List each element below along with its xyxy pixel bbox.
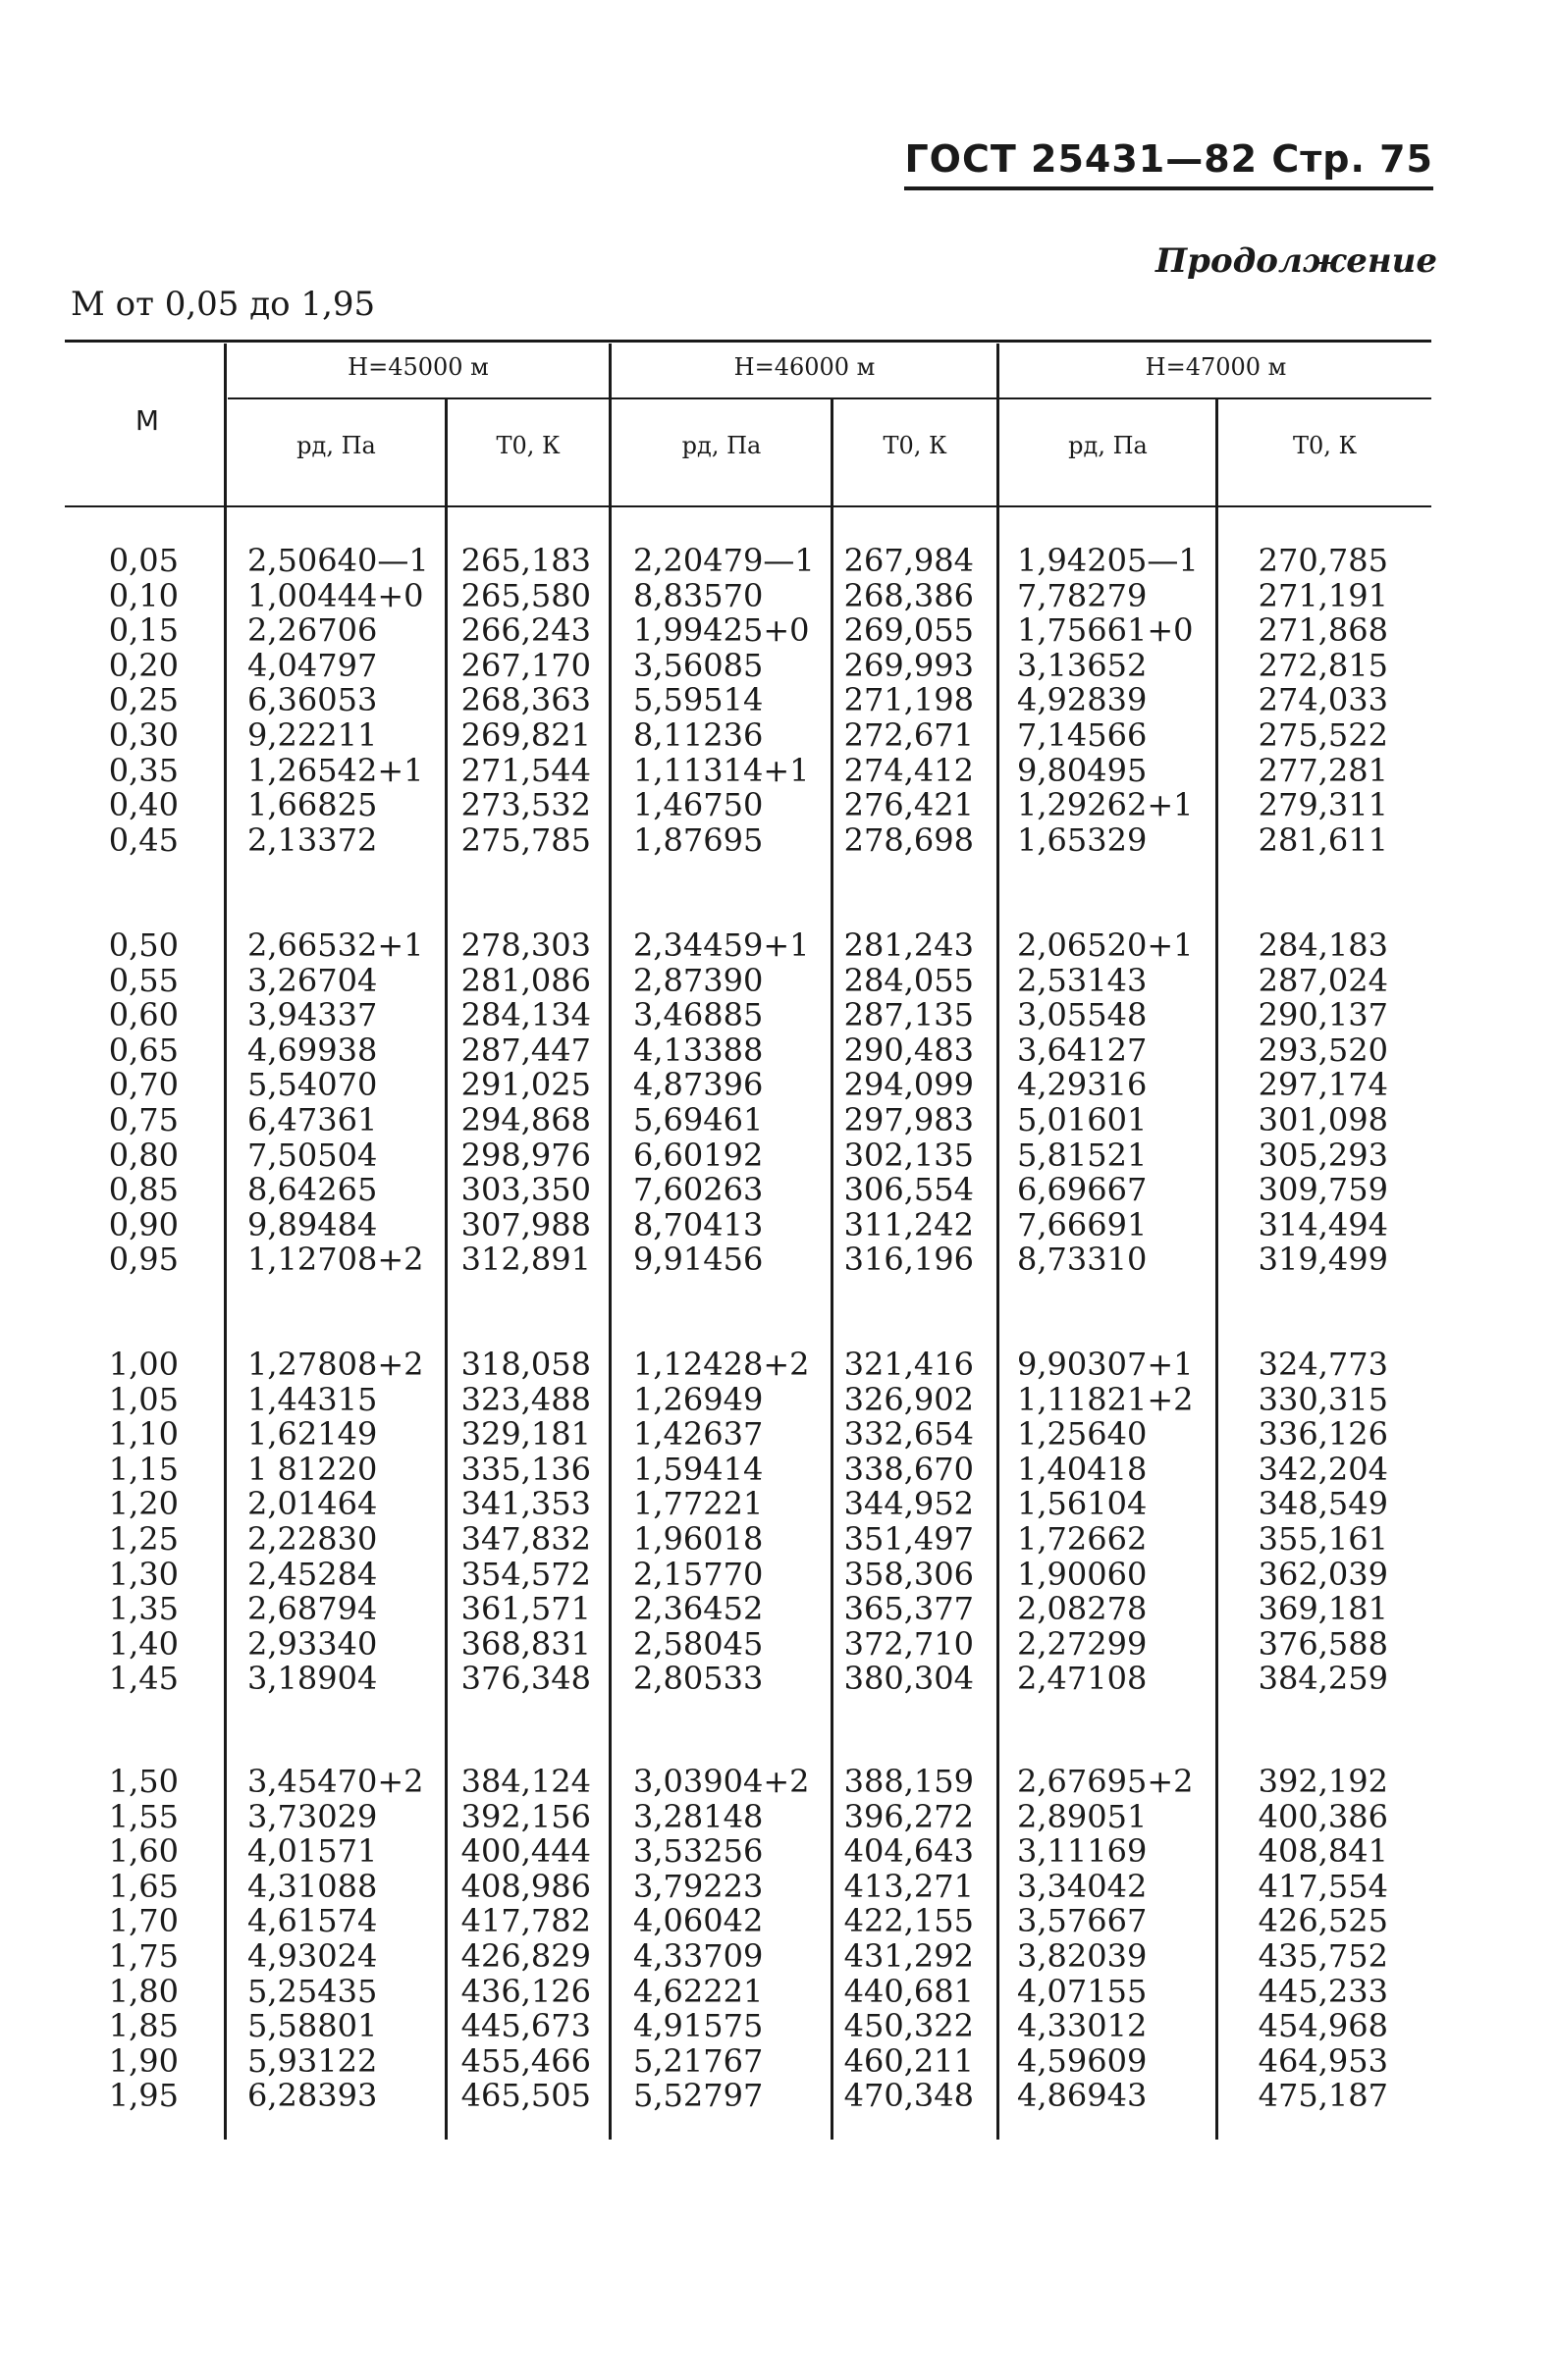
- temperature-47000-cell: 362,039: [1258, 1555, 1388, 1593]
- pressure-45000-cell: 9,22211: [247, 715, 378, 754]
- pressure-47000-cell: 4,29316: [1017, 1066, 1148, 1104]
- pressure-46000-cell: 8,70413: [633, 1205, 764, 1243]
- temperature-46000-cell: 365,377: [843, 1590, 974, 1628]
- temperature-47000-cell: 301,098: [1258, 1100, 1388, 1138]
- mach-value-cell: 0,50: [108, 926, 179, 964]
- pressure-45000-cell: 1,62149: [247, 1415, 378, 1454]
- pressure-45000-cell: 2,93340: [247, 1624, 378, 1663]
- pressure-47000-cell: 2,89051: [1017, 1797, 1148, 1835]
- temperature-47000-cell: 392,192: [1258, 1763, 1388, 1800]
- temperature-45000-cell: 307,988: [460, 1205, 591, 1243]
- temperature-47000-cell: 287,024: [1258, 961, 1388, 999]
- header-h2: H=46000 м: [733, 353, 876, 381]
- pressure-45000-cell: 1,12708+2: [247, 1241, 424, 1279]
- temperature-47000-cell: 475,187: [1258, 2077, 1388, 2115]
- temperature-46000-cell: 267,984: [843, 542, 974, 579]
- pressure-47000-cell: 3,57667: [1017, 1902, 1148, 1940]
- temperature-47000-cell: 297,174: [1258, 1066, 1388, 1104]
- mach-value-cell: 1,30: [108, 1555, 179, 1593]
- temperature-46000-cell: 269,993: [843, 646, 974, 684]
- mach-value-cell: 1,85: [108, 2007, 179, 2045]
- mach-value-cell: 1,50: [108, 1763, 179, 1800]
- temperature-47000-cell: 348,549: [1258, 1485, 1388, 1523]
- pressure-45000-cell: 6,47361: [247, 1100, 378, 1138]
- pressure-46000-cell: 3,03904+2: [633, 1763, 810, 1800]
- pressure-47000-cell: 3,11169: [1017, 1832, 1148, 1871]
- pressure-46000-cell: 1,46750: [633, 786, 764, 824]
- pressure-46000-cell: 6,60192: [633, 1136, 764, 1174]
- pressure-45000-cell: 5,25435: [247, 1972, 378, 2010]
- pressure-47000-cell: 7,66691: [1017, 1205, 1148, 1243]
- pressure-45000-cell: 2,68794: [247, 1590, 378, 1628]
- temperature-45000-cell: 354,572: [460, 1555, 591, 1593]
- range-label: М от 0,05 до 1,95: [71, 285, 376, 324]
- pressure-47000-cell: 9,80495: [1017, 751, 1148, 789]
- temperature-45000-cell: 287,447: [460, 1031, 591, 1069]
- header-h3: H=47000 м: [1145, 353, 1287, 381]
- pressure-46000-cell: 2,15770: [633, 1555, 764, 1593]
- temperature-47000-cell: 275,522: [1258, 715, 1388, 754]
- pressure-46000-cell: 1,59414: [633, 1450, 764, 1488]
- temperature-45000-cell: 436,126: [460, 1972, 591, 2010]
- pressure-47000-cell: 8,73310: [1017, 1241, 1148, 1279]
- pressure-46000-cell: 1,87695: [633, 820, 764, 859]
- pressure-47000-cell: 3,34042: [1017, 1867, 1148, 1905]
- mach-value-cell: 0,15: [108, 611, 179, 650]
- pressure-47000-cell: 1,40418: [1017, 1450, 1148, 1488]
- temperature-46000-cell: 358,306: [843, 1555, 974, 1593]
- pressure-45000-cell: 2,45284: [247, 1555, 378, 1593]
- pressure-47000-cell: 1,75661+0: [1017, 611, 1194, 650]
- col-divider-m: [224, 344, 227, 2140]
- pressure-47000-cell: 4,92839: [1017, 681, 1148, 719]
- mach-value-cell: 0,20: [108, 646, 179, 684]
- temperature-45000-cell: 445,673: [460, 2007, 591, 2045]
- page-header: ГОСТ 25431—82 Стр. 75: [904, 137, 1433, 190]
- header-bottom-rule: [65, 505, 1431, 507]
- pressure-46000-cell: 1,11314+1: [633, 751, 810, 789]
- temperature-46000-cell: 311,242: [843, 1205, 974, 1243]
- temperature-46000-cell: 460,211: [843, 2041, 974, 2080]
- pressure-47000-cell: 3,05548: [1017, 996, 1148, 1034]
- mach-value-cell: 1,15: [108, 1450, 179, 1488]
- pressure-46000-cell: 4,13388: [633, 1031, 764, 1069]
- pressure-45000-cell: 5,93122: [247, 2041, 378, 2080]
- mach-value-cell: 0,85: [108, 1171, 179, 1209]
- header-t1: T0, К: [496, 432, 561, 459]
- mach-value-cell: 1,05: [108, 1380, 179, 1418]
- pressure-47000-cell: 9,90307+1: [1017, 1346, 1194, 1383]
- col-divider-h2-inner: [831, 399, 833, 2140]
- mach-value-cell: 1,80: [108, 1972, 179, 2010]
- temperature-45000-cell: 455,466: [460, 2041, 591, 2080]
- temperature-46000-cell: 440,681: [843, 1972, 974, 2010]
- pressure-45000-cell: 7,50504: [247, 1136, 378, 1174]
- pressure-47000-cell: 4,86943: [1017, 2077, 1148, 2115]
- temperature-45000-cell: 361,571: [460, 1590, 591, 1628]
- pressure-47000-cell: 2,06520+1: [1017, 926, 1194, 964]
- pressure-46000-cell: 3,46885: [633, 996, 764, 1034]
- mach-value-cell: 1,55: [108, 1797, 179, 1835]
- mach-value-cell: 1,90: [108, 2041, 179, 2080]
- temperature-47000-cell: 319,499: [1258, 1241, 1388, 1279]
- pressure-46000-cell: 4,87396: [633, 1066, 764, 1104]
- mach-value-cell: 1,75: [108, 1936, 179, 1975]
- temperature-47000-cell: 464,953: [1258, 2041, 1388, 2080]
- pressure-47000-cell: 2,67695+2: [1017, 1763, 1194, 1800]
- pressure-45000-cell: 2,50640—1: [247, 542, 429, 579]
- temperature-45000-cell: 278,303: [460, 926, 591, 964]
- column-header-m: М: [134, 404, 160, 437]
- temperature-46000-cell: 321,416: [843, 1346, 974, 1383]
- temperature-46000-cell: 380,304: [843, 1660, 974, 1698]
- temperature-47000-cell: 305,293: [1258, 1136, 1388, 1174]
- mach-value-cell: 1,00: [108, 1346, 179, 1383]
- mach-value-cell: 0,05: [108, 542, 179, 579]
- pressure-46000-cell: 2,80533: [633, 1660, 764, 1698]
- temperature-45000-cell: 392,156: [460, 1797, 591, 1835]
- mach-value-cell: 0,70: [108, 1066, 179, 1104]
- pressure-45000-cell: 1,26542+1: [247, 751, 424, 789]
- mach-value-cell: 1,10: [108, 1415, 179, 1454]
- pressure-46000-cell: 5,69461: [633, 1100, 764, 1138]
- mach-value-cell: 0,30: [108, 715, 179, 754]
- pressure-45000-cell: 1,27808+2: [247, 1346, 424, 1383]
- pressure-46000-cell: 4,33709: [633, 1936, 764, 1975]
- temperature-46000-cell: 297,983: [843, 1100, 974, 1138]
- pressure-46000-cell: 1,26949: [633, 1380, 764, 1418]
- temperature-45000-cell: 318,058: [460, 1346, 591, 1383]
- pressure-46000-cell: 2,34459+1: [633, 926, 810, 964]
- temperature-46000-cell: 431,292: [843, 1936, 974, 1975]
- pressure-46000-cell: 2,58045: [633, 1624, 764, 1663]
- temperature-46000-cell: 404,643: [843, 1832, 974, 1871]
- mach-value-cell: 0,65: [108, 1031, 179, 1069]
- temperature-47000-cell: 290,137: [1258, 996, 1388, 1034]
- pressure-47000-cell: 1,29262+1: [1017, 786, 1194, 824]
- pressure-47000-cell: 6,69667: [1017, 1171, 1148, 1209]
- temperature-46000-cell: 271,198: [843, 681, 974, 719]
- temperature-45000-cell: 408,986: [460, 1867, 591, 1905]
- mach-value-cell: 1,95: [108, 2077, 179, 2115]
- pressure-46000-cell: 5,59514: [633, 681, 764, 719]
- mach-value-cell: 1,20: [108, 1485, 179, 1523]
- continuation-label: Продолжение: [1155, 241, 1437, 281]
- pressure-46000-cell: 1,42637: [633, 1415, 764, 1454]
- pressure-47000-cell: 5,01601: [1017, 1100, 1148, 1138]
- pressure-45000-cell: 3,26704: [247, 961, 378, 999]
- temperature-47000-cell: 376,588: [1258, 1624, 1388, 1663]
- mach-value-cell: 0,25: [108, 681, 179, 719]
- temperature-45000-cell: 271,544: [460, 751, 591, 789]
- temperature-46000-cell: 351,497: [843, 1519, 974, 1558]
- temperature-45000-cell: 267,170: [460, 646, 591, 684]
- pressure-47000-cell: 4,33012: [1017, 2007, 1148, 2045]
- pressure-45000-cell: 2,01464: [247, 1485, 378, 1523]
- header-p1: pд, Па: [296, 432, 376, 459]
- pressure-46000-cell: 4,62221: [633, 1972, 764, 2010]
- temperature-45000-cell: 417,782: [460, 1902, 591, 1940]
- pressure-47000-cell: 1,11821+2: [1017, 1380, 1194, 1418]
- pressure-45000-cell: 1 81220: [247, 1450, 378, 1488]
- pressure-47000-cell: 1,65329: [1017, 820, 1148, 859]
- pressure-45000-cell: 1,66825: [247, 786, 378, 824]
- pressure-47000-cell: 5,81521: [1017, 1136, 1148, 1174]
- temperature-46000-cell: 470,348: [843, 2077, 974, 2115]
- pressure-46000-cell: 1,77221: [633, 1485, 764, 1523]
- temperature-46000-cell: 326,902: [843, 1380, 974, 1418]
- temperature-46000-cell: 269,055: [843, 611, 974, 650]
- temperature-47000-cell: 445,233: [1258, 1972, 1388, 2010]
- mach-value-cell: 1,45: [108, 1660, 179, 1698]
- temperature-45000-cell: 294,868: [460, 1100, 591, 1138]
- subheader-rule: [228, 397, 1431, 399]
- pressure-46000-cell: 2,20479—1: [633, 542, 815, 579]
- temperature-47000-cell: 417,554: [1258, 1867, 1388, 1905]
- temperature-45000-cell: 273,532: [460, 786, 591, 824]
- pressure-47000-cell: 3,64127: [1017, 1031, 1148, 1069]
- pressure-45000-cell: 2,66532+1: [247, 926, 424, 964]
- mach-value-cell: 1,25: [108, 1519, 179, 1558]
- pressure-47000-cell: 4,07155: [1017, 1972, 1148, 2010]
- mach-value-cell: 0,80: [108, 1136, 179, 1174]
- temperature-45000-cell: 275,785: [460, 820, 591, 859]
- pressure-46000-cell: 8,83570: [633, 576, 764, 614]
- mach-value-cell: 0,90: [108, 1205, 179, 1243]
- header-t3: T0, К: [1292, 432, 1358, 459]
- temperature-45000-cell: 284,134: [460, 996, 591, 1034]
- header-t2: T0, К: [883, 432, 947, 459]
- pressure-46000-cell: 3,53256: [633, 1832, 764, 1871]
- temperature-47000-cell: 271,191: [1258, 576, 1388, 614]
- temperature-45000-cell: 281,086: [460, 961, 591, 999]
- pressure-46000-cell: 1,12428+2: [633, 1346, 810, 1383]
- pressure-45000-cell: 2,13372: [247, 820, 378, 859]
- pressure-46000-cell: 2,87390: [633, 961, 764, 999]
- temperature-47000-cell: 281,611: [1258, 820, 1388, 859]
- temperature-45000-cell: 384,124: [460, 1763, 591, 1800]
- col-divider-h3-inner: [1215, 399, 1218, 2140]
- pressure-47000-cell: 1,94205—1: [1017, 542, 1199, 579]
- pressure-45000-cell: 6,28393: [247, 2077, 378, 2115]
- pressure-46000-cell: 7,60263: [633, 1171, 764, 1209]
- pressure-45000-cell: 3,73029: [247, 1797, 378, 1835]
- pressure-46000-cell: 1,99425+0: [633, 611, 810, 650]
- temperature-45000-cell: 266,243: [460, 611, 591, 650]
- pressure-45000-cell: 4,01571: [247, 1832, 378, 1871]
- temperature-47000-cell: 277,281: [1258, 751, 1388, 789]
- pressure-47000-cell: 7,78279: [1017, 576, 1148, 614]
- pressure-46000-cell: 3,56085: [633, 646, 764, 684]
- mach-value-cell: 1,40: [108, 1624, 179, 1663]
- temperature-46000-cell: 287,135: [843, 996, 974, 1034]
- pressure-45000-cell: 1,44315: [247, 1380, 378, 1418]
- temperature-47000-cell: 342,204: [1258, 1450, 1388, 1488]
- pressure-46000-cell: 3,28148: [633, 1797, 764, 1835]
- pressure-45000-cell: 9,89484: [247, 1205, 378, 1243]
- pressure-46000-cell: 5,21767: [633, 2041, 764, 2080]
- temperature-45000-cell: 376,348: [460, 1660, 591, 1698]
- pressure-46000-cell: 4,06042: [633, 1902, 764, 1940]
- temperature-46000-cell: 396,272: [843, 1797, 974, 1835]
- temperature-46000-cell: 302,135: [843, 1136, 974, 1174]
- mach-value-cell: 1,60: [108, 1832, 179, 1871]
- pressure-47000-cell: 3,82039: [1017, 1936, 1148, 1975]
- temperature-45000-cell: 368,831: [460, 1624, 591, 1663]
- pressure-45000-cell: 4,61574: [247, 1902, 378, 1940]
- temperature-46000-cell: 372,710: [843, 1624, 974, 1663]
- temperature-46000-cell: 344,952: [843, 1485, 974, 1523]
- mach-value-cell: 0,45: [108, 820, 179, 859]
- pressure-46000-cell: 8,11236: [633, 715, 764, 754]
- pressure-45000-cell: 3,94337: [247, 996, 378, 1034]
- pressure-45000-cell: 2,22830: [247, 1519, 378, 1558]
- mach-value-cell: 0,35: [108, 751, 179, 789]
- pressure-45000-cell: 5,58801: [247, 2007, 378, 2045]
- temperature-46000-cell: 413,271: [843, 1867, 974, 1905]
- mach-value-cell: 1,65: [108, 1867, 179, 1905]
- temperature-47000-cell: 314,494: [1258, 1205, 1388, 1243]
- mach-value-cell: 0,75: [108, 1100, 179, 1138]
- temperature-45000-cell: 265,183: [460, 542, 591, 579]
- temperature-46000-cell: 274,412: [843, 751, 974, 789]
- pressure-47000-cell: 3,13652: [1017, 646, 1148, 684]
- temperature-46000-cell: 281,243: [843, 926, 974, 964]
- temperature-47000-cell: 279,311: [1258, 786, 1388, 824]
- header-h1: H=45000 м: [348, 353, 489, 381]
- temperature-46000-cell: 450,322: [843, 2007, 974, 2045]
- temperature-45000-cell: 291,025: [460, 1066, 591, 1104]
- temperature-47000-cell: 309,759: [1258, 1171, 1388, 1209]
- temperature-45000-cell: 265,580: [460, 576, 591, 614]
- pressure-47000-cell: 1,72662: [1017, 1519, 1148, 1558]
- temperature-46000-cell: 338,670: [843, 1450, 974, 1488]
- temperature-45000-cell: 400,444: [460, 1832, 591, 1871]
- mach-value-cell: 0,95: [108, 1241, 179, 1279]
- temperature-47000-cell: 293,520: [1258, 1031, 1388, 1069]
- temperature-47000-cell: 435,752: [1258, 1936, 1388, 1975]
- temperature-45000-cell: 347,832: [460, 1519, 591, 1558]
- temperature-46000-cell: 306,554: [843, 1171, 974, 1209]
- temperature-45000-cell: 268,363: [460, 681, 591, 719]
- header-p3: pд, Па: [1068, 432, 1148, 459]
- pressure-45000-cell: 1,00444+0: [247, 576, 424, 614]
- pressure-45000-cell: 4,69938: [247, 1031, 378, 1069]
- pressure-47000-cell: 2,47108: [1017, 1660, 1148, 1698]
- temperature-47000-cell: 384,259: [1258, 1660, 1388, 1698]
- temperature-47000-cell: 272,815: [1258, 646, 1388, 684]
- temperature-47000-cell: 330,315: [1258, 1380, 1388, 1418]
- pressure-46000-cell: 4,91575: [633, 2007, 764, 2045]
- temperature-45000-cell: 303,350: [460, 1171, 591, 1209]
- temperature-46000-cell: 272,671: [843, 715, 974, 754]
- pressure-46000-cell: 2,36452: [633, 1590, 764, 1628]
- pressure-45000-cell: 3,18904: [247, 1660, 378, 1698]
- temperature-46000-cell: 422,155: [843, 1902, 974, 1940]
- temperature-46000-cell: 290,483: [843, 1031, 974, 1069]
- temperature-45000-cell: 312,891: [460, 1241, 591, 1279]
- temperature-46000-cell: 316,196: [843, 1241, 974, 1279]
- temperature-46000-cell: 268,386: [843, 576, 974, 614]
- temperature-47000-cell: 284,183: [1258, 926, 1388, 964]
- temperature-47000-cell: 324,773: [1258, 1346, 1388, 1383]
- pressure-45000-cell: 2,26706: [247, 611, 378, 650]
- pressure-45000-cell: 6,36053: [247, 681, 378, 719]
- temperature-45000-cell: 298,976: [460, 1136, 591, 1174]
- temperature-46000-cell: 276,421: [843, 786, 974, 824]
- temperature-45000-cell: 426,829: [460, 1936, 591, 1975]
- temperature-46000-cell: 388,159: [843, 1763, 974, 1800]
- temperature-47000-cell: 454,968: [1258, 2007, 1388, 2045]
- pressure-47000-cell: 2,08278: [1017, 1590, 1148, 1628]
- temperature-47000-cell: 271,868: [1258, 611, 1388, 650]
- temperature-45000-cell: 341,353: [460, 1485, 591, 1523]
- temperature-45000-cell: 465,505: [460, 2077, 591, 2115]
- table-top-rule: [65, 340, 1431, 343]
- mach-value-cell: 1,35: [108, 1590, 179, 1628]
- pressure-46000-cell: 3,79223: [633, 1867, 764, 1905]
- temperature-47000-cell: 400,386: [1258, 1797, 1388, 1835]
- col-divider-h2-h3: [996, 344, 999, 2140]
- col-divider-h1-inner: [445, 399, 448, 2140]
- temperature-47000-cell: 408,841: [1258, 1832, 1388, 1871]
- pressure-45000-cell: 5,54070: [247, 1066, 378, 1104]
- temperature-47000-cell: 426,525: [1258, 1902, 1388, 1940]
- temperature-45000-cell: 329,181: [460, 1415, 591, 1454]
- temperature-47000-cell: 270,785: [1258, 542, 1388, 579]
- pressure-46000-cell: 1,96018: [633, 1519, 764, 1558]
- temperature-47000-cell: 274,033: [1258, 681, 1388, 719]
- pressure-47000-cell: 4,59609: [1017, 2041, 1148, 2080]
- col-divider-h1-h2: [609, 344, 612, 2140]
- temperature-45000-cell: 335,136: [460, 1450, 591, 1488]
- pressure-47000-cell: 1,25640: [1017, 1415, 1148, 1454]
- pressure-47000-cell: 7,14566: [1017, 715, 1148, 754]
- temperature-45000-cell: 269,821: [460, 715, 591, 754]
- pressure-47000-cell: 2,53143: [1017, 961, 1148, 999]
- temperature-47000-cell: 369,181: [1258, 1590, 1388, 1628]
- pressure-45000-cell: 8,64265: [247, 1171, 378, 1209]
- mach-value-cell: 0,40: [108, 786, 179, 824]
- temperature-46000-cell: 294,099: [843, 1066, 974, 1104]
- mach-value-cell: 1,70: [108, 1902, 179, 1940]
- pressure-45000-cell: 4,93024: [247, 1936, 378, 1975]
- mach-value-cell: 0,55: [108, 961, 179, 999]
- temperature-47000-cell: 336,126: [1258, 1415, 1388, 1454]
- pressure-45000-cell: 4,04797: [247, 646, 378, 684]
- temperature-47000-cell: 355,161: [1258, 1519, 1388, 1558]
- temperature-46000-cell: 332,654: [843, 1415, 974, 1454]
- pressure-47000-cell: 1,90060: [1017, 1555, 1148, 1593]
- pressure-45000-cell: 3,45470+2: [247, 1763, 424, 1800]
- mach-value-cell: 0,10: [108, 576, 179, 614]
- temperature-46000-cell: 278,698: [843, 820, 974, 859]
- header-p2: pд, Па: [681, 432, 762, 459]
- temperature-46000-cell: 284,055: [843, 961, 974, 999]
- pressure-45000-cell: 4,31088: [247, 1867, 378, 1905]
- temperature-45000-cell: 323,488: [460, 1380, 591, 1418]
- pressure-46000-cell: 5,52797: [633, 2077, 764, 2115]
- pressure-46000-cell: 9,91456: [633, 1241, 764, 1279]
- pressure-47000-cell: 2,27299: [1017, 1624, 1148, 1663]
- pressure-47000-cell: 1,56104: [1017, 1485, 1148, 1523]
- mach-value-cell: 0,60: [108, 996, 179, 1034]
